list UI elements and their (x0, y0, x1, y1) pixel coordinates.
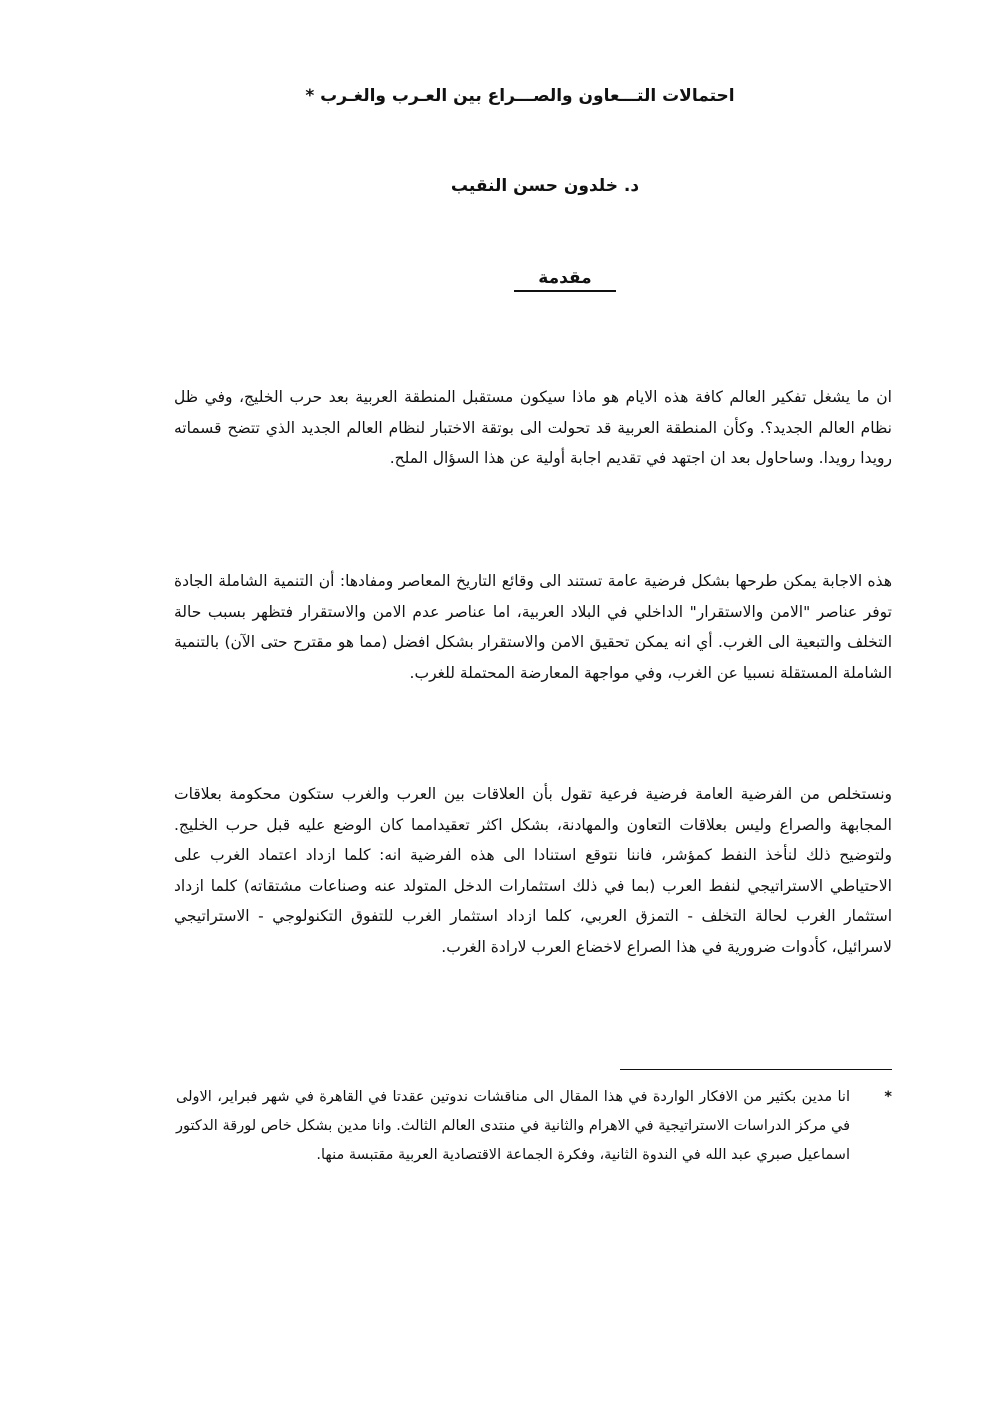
section-heading-text: مقدمة (514, 268, 615, 292)
author-name: د. خلدون حسن النقيب (450, 176, 640, 196)
paragraph-intro: ان ما يشغل تفكير العالم كافة هذه الايام هو ماذا سيكون مستقبل المنطقة العربية بعد حرب الخليج، وفي ظل نظام العالم الجديد؟. وكأن المنطقة العربية قد تحولت الى بوتقة الاختبار لنظام العالم الجديد الذي تتضح قسماته رويدا رويدا. وساحاول بعد ان اجتهد في تقديم اجابة أولية عن هذا السؤال الملح. (174, 388, 892, 467)
footnote (176, 1083, 892, 1170)
section-heading (450, 268, 680, 288)
footnote-text: انا مدين بكثير من الافكار الواردة في هذا المقال الى مناقشات ندوتين عقدتا في القاهرة في شهر فبراير، الاولى في مركز الدراسات الاستراتيجية في الاهرام والثانية في منتدى العالم الثالث. وانا مدين بشكل خاص لورقة الدكتور اسماعيل صبري عبد الله في الندوة الثانية، وفكرة الجماعة الاقتصادية العربية مقتبسة منها. (176, 1089, 850, 1163)
footnote-marker: * (884, 1089, 892, 1105)
paragraph-sub-hypothesis: ونستخلص من الفرضية العامة فرضية فرعية تقول بأن العلاقات بين العرب والغرب ستكون محكومة بعلاقات المجابهة والصراع وليس بعلاقات التعاون والمهادنة، بشكل اكثر تعقيدامما كان الوضع عليه قبل حرب الخليج. ولتوضيح ذلك لنأخذ النفط كمؤشر، فاننا نتوقع استنادا الى هذه الفرضية انه: كلما ازداد اعتماد الغرب على الاحتياطي الاستراتيجي لنفط العرب (بما في ذلك استثمارات الدخل المتولد عنه وصناعات مشتقاته) كلما ازداد استثمار الغرب لحالة التخلف - التمزق العربي، كلما ازداد استثمار الغرب للتفوق التكنولوجي - الاستراتيجي لاسرائيل، كأدوات ضرورية في هذا الصراع لاخضاع العرب لارادة الغرب. (174, 785, 892, 956)
footnote-separator (620, 1069, 892, 1070)
document-title: احتمالات التـــعاون والصـــراع بين العـرب والغـرب * (305, 86, 735, 106)
paragraph-hypothesis: هذه الاجابة يمكن طرحها بشكل فرضية عامة تستند الى وقائع التاريخ المعاصر ومفادها: أن التنمية الشاملة الجادة توفر عناصر "الامن والاستقرار" الداخلي في البلاد العربية، اما عناصر عدم الامن والاستقرار فتظهر بسبب حالة التخلف والتبعية الى الغرب. أي انه يمكن تحقيق الامن والاستقرار بشكل افضل (مما هو مقترح حتى الآن) بالتنمية الشاملة المستقلة نسبيا عن الغرب، وفي مواجهة المعارضة المحتملة للغرب. (174, 572, 892, 682)
